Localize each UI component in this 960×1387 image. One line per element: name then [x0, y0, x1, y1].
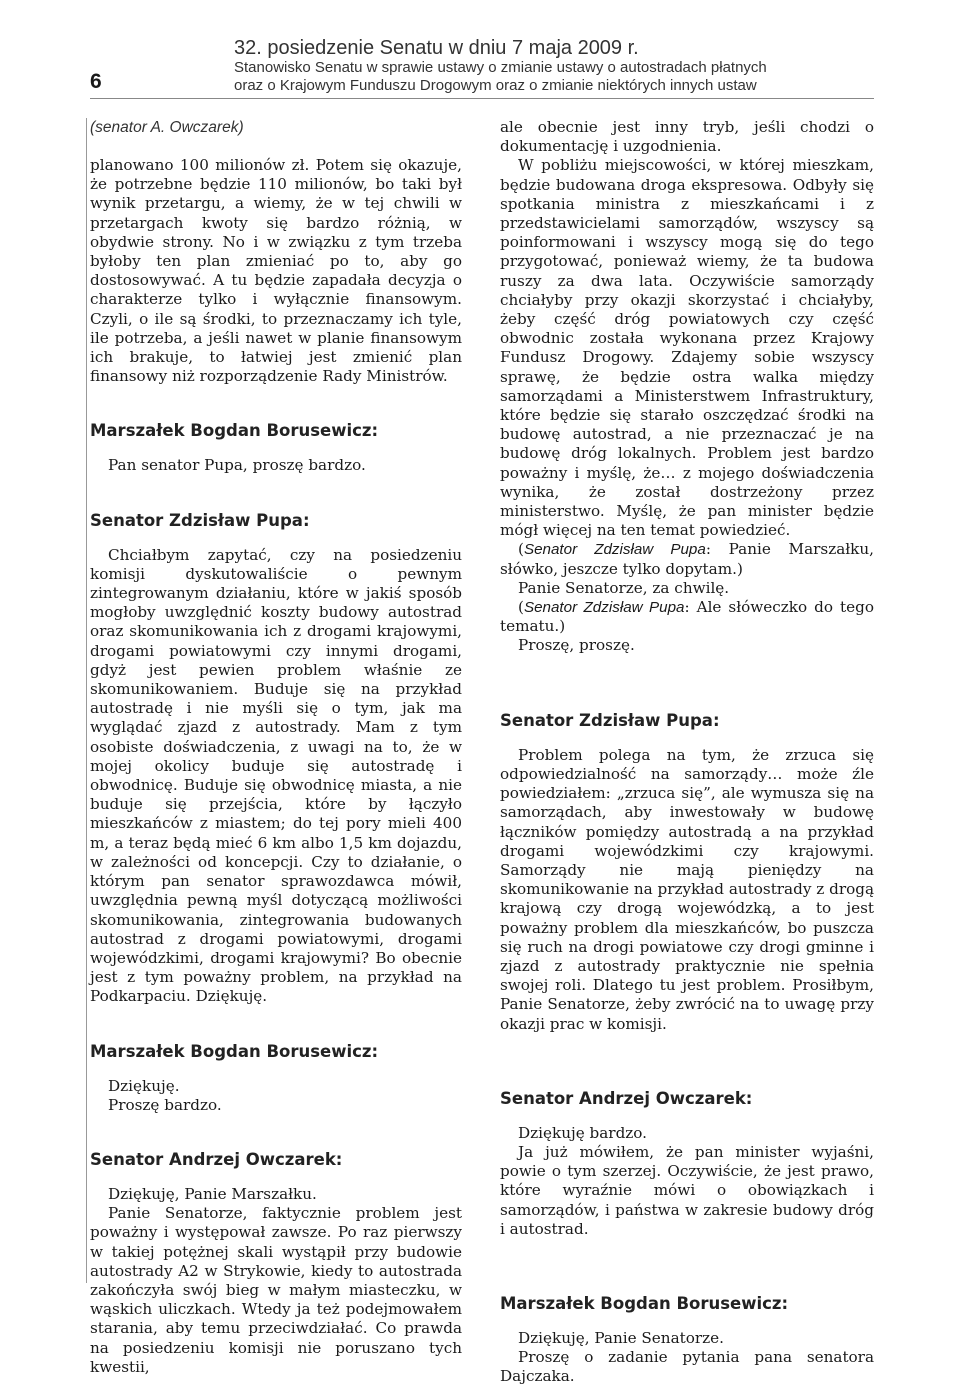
speaker-heading: Senator Andrzej Owczarek: — [90, 1149, 343, 1169]
header-divider — [90, 98, 874, 99]
paragraph: Dziękuję. — [108, 1076, 180, 1095]
right-column — [500, 118, 874, 1387]
speaker-heading: Senator Zdzisław Pupa: — [90, 510, 310, 530]
paragraph: Dziękuję, Panie Marszałku. — [108, 1184, 317, 1203]
session-subtitle-line1: Stanowisko Senatu w sprawie ustawy o zmianie ustawy o autostradach płatnych — [234, 59, 767, 76]
paragraph: Dziękuję bardzo. — [518, 1123, 647, 1142]
paragraph: Pan senator Pupa, proszę bardzo. — [108, 456, 366, 475]
speaker-heading: Marszałek Bogdan Borusewicz: — [90, 1041, 379, 1061]
interjection-text: : Panie Marszałku, słówko, jeszcze tylko dopytam.) — [500, 540, 874, 578]
paragraph: Proszę bardzo. — [108, 1095, 222, 1114]
interjection: (Senator Zdzisław Pupa: Ale słóweczko do tego tematu.) — [500, 598, 874, 636]
speaker-heading: Marszałek Bogdan Borusewicz: — [90, 421, 379, 441]
paragraph: Proszę, proszę. — [518, 636, 635, 655]
speaker-heading: Senator Andrzej Owczarek: — [500, 1088, 753, 1108]
paragraph: ale obecnie jest inny tryb, jeśli chodzi o dokumentację i uzgodnienia. — [500, 118, 874, 156]
interjection-text: : Ale słóweczko do tego tematu.) — [500, 598, 874, 636]
paragraph: Dziękuję, Panie Senatorze. — [518, 1328, 724, 1347]
left-margin-rule — [86, 118, 87, 1283]
paragraph: Panie Senatorze, za chwilę. — [518, 578, 730, 597]
speaker-continuation-note: (senator A. Owczarek) — [90, 119, 244, 136]
session-subtitle-line2: oraz o Krajowym Funduszu Drogowym oraz o zmianie niektórych innych ustaw — [234, 77, 757, 94]
paragraph: Proszę o zadanie pytania pana senatora Dajczaka. — [500, 1348, 874, 1386]
speaker-heading: Marszałek Bogdan Borusewicz: — [500, 1293, 789, 1313]
speaker-heading: Senator Zdzisław Pupa: — [500, 710, 720, 730]
page-number: 6 — [90, 70, 102, 93]
paragraph: W pobliżu miejscowości, w której mieszkam, będzie budowana droga ekspresowa. Odbyły się spotkania ministra z mieszkańcami i z przedstawicielami samorządów, wszyscy są poinformowani i wszyscy mogą się do tego przygotować, ponieważ wiemy, że ta budowa ruszy za dwa lata. Oczywiście samorządy chciałyby przy okazji skorzystać i chciałyby, żeby część dróg powiatowych czy część obwodnic została wykonana przez Krajowy Fundusz Drogowy. Zdajemy sobie wszyscy sprawę, że będzie ostra walka między samorządami a Ministerstwem Infrastruktury, które będzie się starało oszczędzać środki na budowę autostrad, a nie przeznaczać je na budowę dróg lokalnych. Problem jest bardzo poważny i myślę, że… z mojego doświadczenia wynika, że został dostrzeżony przez ministerstwo. Myślę, że pan minister będzie mógł więcej na ten temat powiedzieć. — [500, 156, 874, 540]
interjection: (Senator Zdzisław Pupa: Panie Marszałku, słówko, jeszcze tylko dopytam.) — [500, 540, 874, 578]
page-header — [0, 0, 960, 100]
paragraph: planowano 100 milionów zł. Potem się okazuje, że potrzebne będzie 110 milionów, bo taki był wynik przetargu, a wiemy, że w tej chwili w przetargach kwoty się bardzo różnią, w obydwie strony. No i w związku z tym trzeba byłoby ten plan zmieniać po to, aby go dostosowywać. A tu będzie zapadała decyzja o charakterze tylko i wyłącznie finansowym. Czyli, o ile są środki, to przeznaczamy ich tyle, ile potrzeba, a jeśli nawet w planie finansowym ich brakuje, to łatwiej jest zmienić plan finansowy niż rozporządzenie Rady Ministrów. — [90, 156, 462, 386]
paragraph: Panie Senatorze, faktycznie problem jest poważny i występował zawsze. Po raz pierwszy w takiej potężnej skali wystąpił przy budowie autostrady A2 w Strykowie, kiedy to autostrada zakończyła swój bieg w małym miasteczku, w wąskich uliczkach. Wtedy ja też podejmowałem starania, aby temu przeciwdziałać. Co prawda na posiedzeniu komisji nie poruszano tych kwestii, — [90, 1204, 462, 1376]
paragraph: Ja już mówiłem, że pan minister wyjaśni, powie o tym szerzej. Oczywiście, że jest prawo, które wyraźnie mówi o obowiązkach i samorządów, i państwa w zakresie budowy dróg i autostrad. — [500, 1142, 874, 1238]
paragraph: Chciałbym zapytać, czy na posiedzeniu komisji dyskutowaliście o pewnym zintegrowanym działaniu, które w jakiś sposób mogłoby uwzględnić koszty budowy autostrad oraz skomunikowania ich z drogami krajowymi, drogami powiatowymi czy innymi drogami, gdyż jest pewien problem właśnie ze skomunikowaniem. Buduje się na przykład autostradę i nie myśli się o tym, jak ma wyglądać zjazd z autostrady. Mam z tym osobiste doświadczenia, z uwagi na to, że w mojej okolicy buduje się autostradę i obwodnicę. Buduje się obwodnicę miasta, a nie buduje się przejścia, które by łączyło mieszkańców z miastem; do tej pory mieli 400 m, a teraz będą mieć 6 km albo 1,5 km dojazdu, w zależności od koncepcji. Czy to działanie, o którym pan senator sprawozdawca mówił, uwzględnia pewną myśl dotyczącą możliwości skomunikowania, zintegrowania budowanych autostrad z drogami powiatowymi, drogami wojewódzkimi, drogami krajowymi? Bo obecnie jest z tym poważny problem, na przykład na Podkarpaciu. Dziękuję. — [90, 545, 462, 1006]
left-column — [90, 118, 462, 1377]
session-title: 32. posiedzenie Senatu w dniu 7 maja 2009 r. — [234, 37, 639, 59]
interjection-speaker: Senator Zdzisław Pupa — [523, 541, 706, 559]
paragraph: Problem polega na tym, że zrzuca się odpowiedzialność na samorządy… może źle powiedziałem: „zrzuca się”, ale wymusza się na samorządach, aby inwestowały w budowę łączników pomiędzy autostradą a na przykład drogami wojewódzkimi czy krajowymi. Samorządy nie mają pieniędzy na skomunikowanie na przykład autostrady z drogą krajową czy drogą wojewódzką, a to jest poważny problem dla mieszkańców, bo puszcza się ruch na drogi powiatowe czy drogi gminne i zjazd z autostrady praktycznie nie spełnia swojej roli. Dlatego tu jest problem. Prosiłbym, Panie Senatorze, żeby zwrócić na to uwagę przy okazji prac w komisji. — [500, 745, 874, 1033]
interjection-speaker: Senator Zdzisław Pupa — [523, 599, 685, 617]
header-text — [234, 37, 767, 95]
